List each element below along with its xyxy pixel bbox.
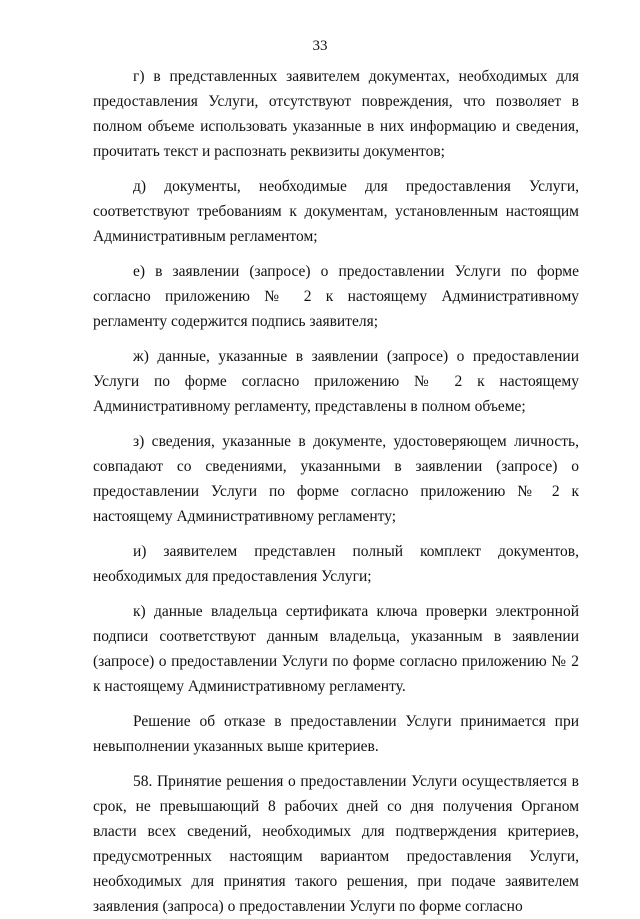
document-body	[93, 64, 579, 919]
paragraph-k: к) данные владельца сертификата ключа проверки электронной подписи соответствуют данным владельца, указанным в заявлении (запросе) о предоставлении Услуги по форме согласно приложению № 2 к настоящему Административному регламенту.	[93, 603, 579, 695]
paragraph-e: е) в заявлении (запросе) о предоставлении Услуги по форме согласно приложению № 2 к настоящему Административному регламенту содержится подпись заявителя;	[93, 263, 579, 330]
paragraph-i: и) заявителем представлен полный комплект документов, необходимых для предоставления Услуги;	[93, 543, 579, 585]
page-number: 33	[312, 38, 328, 54]
paragraph-refusal-decision: Решение об отказе в предоставлении Услуги принимается при невыполнении указанных выше критериев.	[93, 713, 579, 755]
paragraph-g: г) в представленных заявителем документах, необходимых для предоставления Услуги, отсутствуют повреждения, что позволяет в полном объеме использовать указанные в них информацию и сведения, прочитать текст и распознать реквизиты документов;	[93, 68, 579, 160]
paragraph-zh: ж) данные, указанные в заявлении (запросе) о предоставлении Услуги по форме согласно приложению № 2 к настоящему Административному регламенту, представлены в полном объеме;	[93, 348, 579, 415]
paragraph-z: з) сведения, указанные в документе, удостоверяющем личность, совпадают со сведениями, указанными в заявлении (запросе) о предоставлении Услуги по форме согласно приложению № 2 к настоящему Административному регламенту;	[93, 433, 579, 525]
paragraph-58: 58. Принятие решения о предоставлении Услуги осуществляется в срок, не превышающий 8 рабочих дней со дня получения Органом власти всех сведений, необходимых для подтверждения критериев, предусмотренных настоящим вариантом предоставления Услуги, необходимых для принятия такого решения, при подаче заявителем заявления (запроса) о предоставлении Услуги по форме согласно	[93, 773, 579, 915]
paragraph-d: д) документы, необходимые для предоставления Услуги, соответствуют требованиям к документам, установленным настоящим Административным регламентом;	[93, 178, 579, 245]
